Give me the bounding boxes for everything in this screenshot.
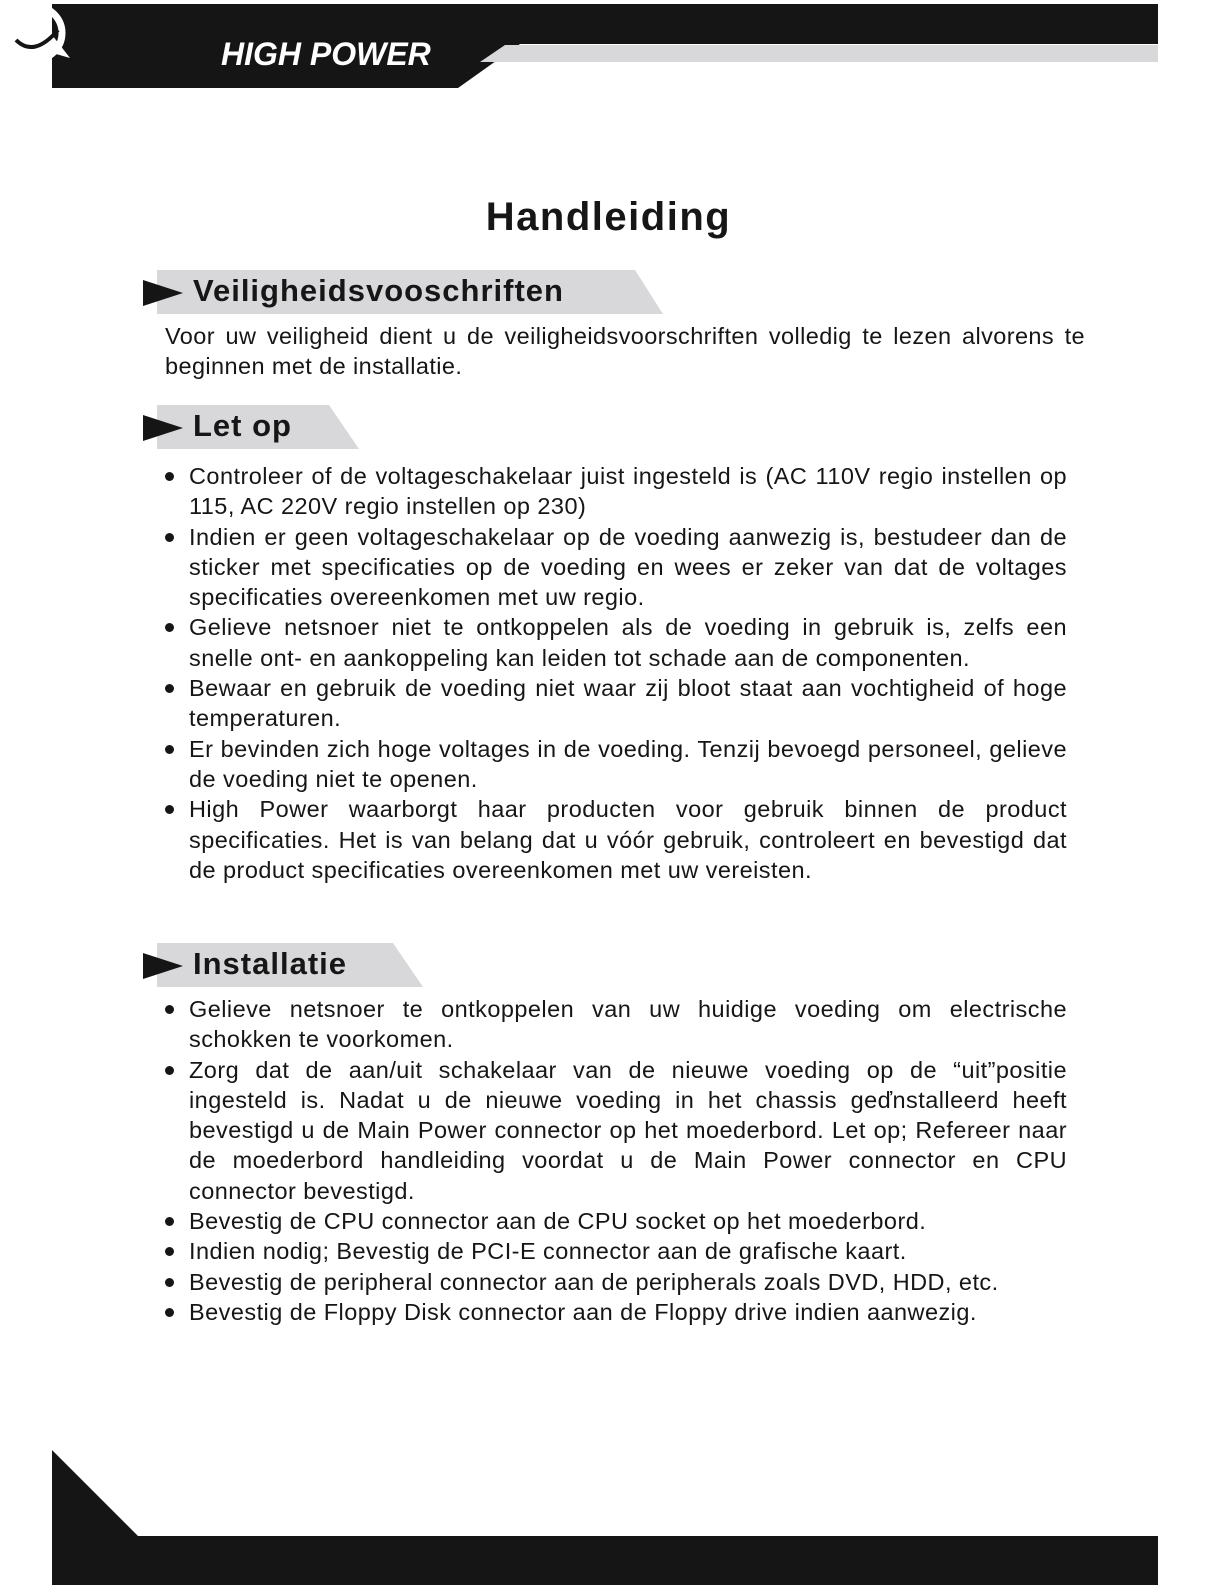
list-item [0, 734, 1067, 795]
arrow-right-icon [143, 280, 185, 306]
list-item-text: Bevestig de CPU connector aan de CPU socket op het moederbord. [189, 1208, 927, 1235]
bullet-icon [165, 472, 174, 481]
list-item [0, 1297, 1067, 1327]
list-item [0, 461, 1067, 522]
list-item-text: Gelieve netsnoer te ontkoppelen van uw huidige voeding om electrische schokken te voorkomen. [189, 996, 1067, 1053]
bullet-icon [165, 1005, 174, 1014]
list-item-text: Controleer of de voltageschakelaar juist ingesteld is (AC 110V regio instellen op 115, AC 220V regio instellen op 230) [189, 463, 1067, 520]
list-item-text: High Power waarborgt haar producten voor gebruik binnen de product specificaties. Het is van belang dat u vóór gebruik, controleert en bevestigd dat de product specificaties overeenkomen met uw vereisten. [189, 796, 1067, 883]
list-item-text: Zorg dat de aan/uit schakelaar van de nieuwe voeding op de “uit”positie ingesteld is. Nadat u de nieuwe voeding in het chassis geďnstalleerd heeft bevestigd u de Main Power connector op het moederbord. Let op; Refereer naar de moederbord handleiding voordat u de Main Power connector en CPU connector bevestigd. [189, 1056, 1067, 1204]
list-item-text: Indien nodig; Bevestig de PCI-E connector aan de grafische kaart. [189, 1238, 907, 1265]
list-item [0, 612, 1067, 673]
bullet-icon [165, 805, 174, 814]
bullet-icon [165, 623, 174, 632]
section-heading-label: Installatie [193, 946, 347, 981]
list-item [0, 994, 1067, 1055]
footer-corner-shape [0, 1440, 1225, 1585]
list-item-text: Bevestig de Floppy Disk connector aan de Floppy drive indien aanwezig. [189, 1298, 977, 1325]
list-item-text: Indien er geen voltageschakelaar op de voeding aanwezig is, bestudeer dan de sticker met specificaties op de voeding en wees er zeker van dat de voltages specificaties overeenkomen met uw regio. [189, 523, 1067, 611]
bullet-icon [165, 1278, 174, 1287]
list-item-text: Gelieve netsnoer niet te ontkoppelen als de voeding in gebruik is, zelfs een snelle ont- en aankoppeling kan leiden tot schade aan de componenten. [189, 614, 1067, 671]
safety-intro-paragraph: Voor uw veiligheid dient u de veiligheidsvoorschriften volledig te lezen alvorens te beginnen met de installatie. [165, 323, 1085, 379]
list-item-text: Bewaar en gebruik de voeding niet waar zij bloot staat aan vochtigheid of hoge temperaturen. [189, 675, 1067, 732]
page-footer [0, 1440, 1225, 1585]
arrow-right-icon [143, 953, 185, 979]
page-title: Handleiding [485, 195, 732, 239]
list-item [0, 673, 1067, 734]
bullet-icon [165, 745, 174, 754]
bullet-icon [165, 684, 174, 693]
list-item [0, 522, 1067, 613]
installatie-list [0, 994, 1067, 1327]
let-op-list [0, 461, 1067, 885]
list-item [0, 1055, 1067, 1206]
list-item [0, 1267, 1067, 1297]
arrow-right-icon [143, 415, 185, 441]
list-item-text: Er bevinden zich hoge voltages in de voeding. Tenzij bevoegd personeel, gelieve de voeding niet te openen. [189, 735, 1067, 792]
list-item [0, 1236, 1067, 1266]
section-heading-let-op [143, 405, 373, 449]
bullet-icon [165, 1217, 174, 1226]
high-power-logo-icon [0, 0, 74, 66]
list-item-text: Bevestig de peripheral connector aan de peripherals zoals DVD, HDD, etc. [189, 1268, 999, 1295]
header-bands [0, 0, 1225, 92]
section-heading-label: Let op [193, 408, 292, 443]
section-heading-installatie [143, 943, 433, 987]
bullet-icon [165, 1247, 174, 1256]
section-heading-veiligheid [143, 270, 663, 314]
section-heading-label: Veiligheidsvooschriften [193, 273, 564, 308]
bullet-icon [165, 1308, 174, 1317]
list-item [0, 794, 1067, 885]
page-header [0, 0, 1225, 92]
bullet-icon [165, 1066, 174, 1075]
brand-name: HIGH POWER [221, 36, 431, 72]
bullet-icon [165, 533, 174, 542]
list-item [0, 1206, 1067, 1236]
